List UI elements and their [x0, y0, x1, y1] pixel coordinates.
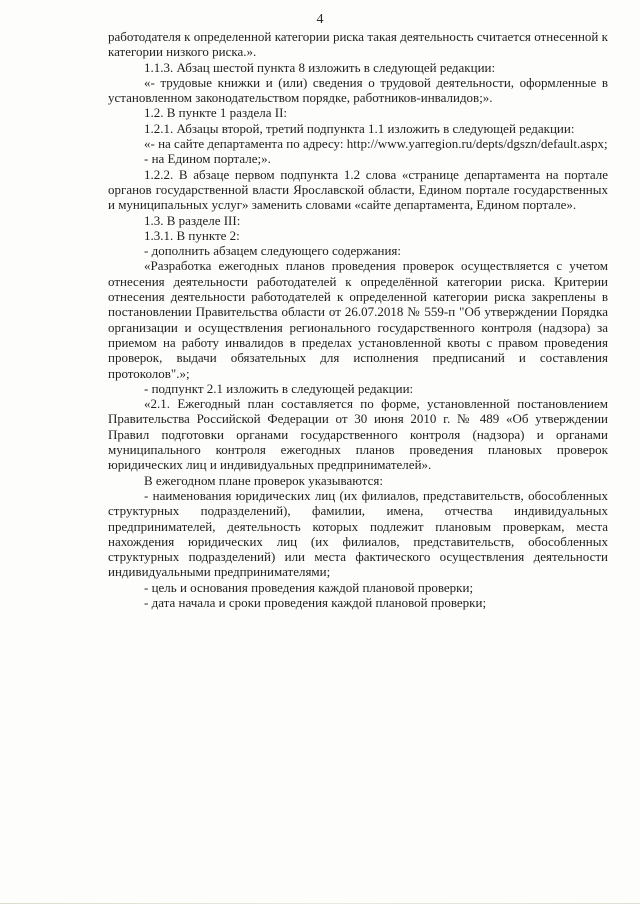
paragraph-1: работодателя к определенной категории риска такая деятельность считается отнесенной к категории низкого риска.».: [108, 29, 608, 60]
paragraph-5: 1.2.1. Абзацы второй, третий подпункта 1.1 изложить в следующей редакции:: [144, 120, 575, 136]
paragraph-8: 1.2.2. В абзаце первом подпункта 1.2 слова «странице департамента на портале органов государственной власти Ярославской области, Едином портале государственных и муниципальных услуг» заменить словами «сайте департамента, Едином портале».: [108, 166, 608, 213]
paragraph-6: «- на сайте департамента по адресу: http://www.yarregion.ru/depts/dgszn/default.aspx;: [144, 136, 608, 152]
paragraph-14: «2.1. Ежегодный план составляется по форме, установленной постановлением Правительства Российской Федерации от 30 июня 2010 г. № 489 «Об утверждении Правил подготовки органами государственного контроля (надзора) и органами муниципального контроля ежегодных планов проведения плановых проверок юридических лиц и индивидуальных предпринимателей».: [108, 396, 608, 473]
paragraph-17: - цель и основания проведения каждой плановой проверки;: [144, 579, 474, 595]
paragraph-11: - дополнить абзацем следующего содержания:: [144, 243, 401, 259]
paragraph-18: - дата начала и сроки проведения каждой плановой проверки;: [144, 594, 487, 610]
paragraph-4: 1.2. В пункте 1 раздела II:: [144, 105, 288, 121]
scan-edge-line: [0, 903, 640, 904]
paragraph-3: «- трудовые книжки и (или) сведения о трудовой деятельности, оформленные в установленном законодательством порядке, работников-инвалидов;».: [108, 74, 608, 106]
paragraph-9: 1.3. В разделе III:: [144, 212, 241, 228]
paragraph-12: «Разработка ежегодных планов проведения проверок осуществляется с учетом отнесения деятельности работодателей к определённой категории риска. Критерии отнесения деятельности работодателей к определенной категории риска закреплены в постановлении Правительства области от 26.07.2018 № 559-п "Об утверждении Порядка организации и осуществления регионального государственного контроля (надзора) за приемом на работу инвалидов в пределах установленной квоты с правом проведения проверок, выдачи обязательных для исполнения предписаний и составления протоколов".»;: [108, 258, 608, 381]
paragraph-7: - на Едином портале;».: [144, 151, 271, 167]
paragraph-15: В ежегодном плане проверок указываются:: [144, 472, 383, 488]
paragraph-10: 1.3.1. В пункте 2:: [144, 227, 240, 243]
paragraph-16: - наименования юридических лиц (их филиалов, представительств, обособленных структурных подразделений), фамилии, имена, отчества индивидуальных предпринимателей, деятельность которых подлежит плановым проверкам, места нахождения юридических лиц (их филиалов, представительств, обособленных структурных подразделений) или места фактического осуществления деятельности индивидуальными предпринимателями;: [108, 487, 608, 580]
paragraph-2: 1.1.3. Абзац шестой пункта 8 изложить в следующей редакции:: [144, 59, 496, 75]
page-number: 4: [316, 12, 324, 27]
document-body: [108, 29, 608, 610]
paragraph-13: - подпункт 2.1 изложить в следующей редакции:: [144, 380, 414, 396]
